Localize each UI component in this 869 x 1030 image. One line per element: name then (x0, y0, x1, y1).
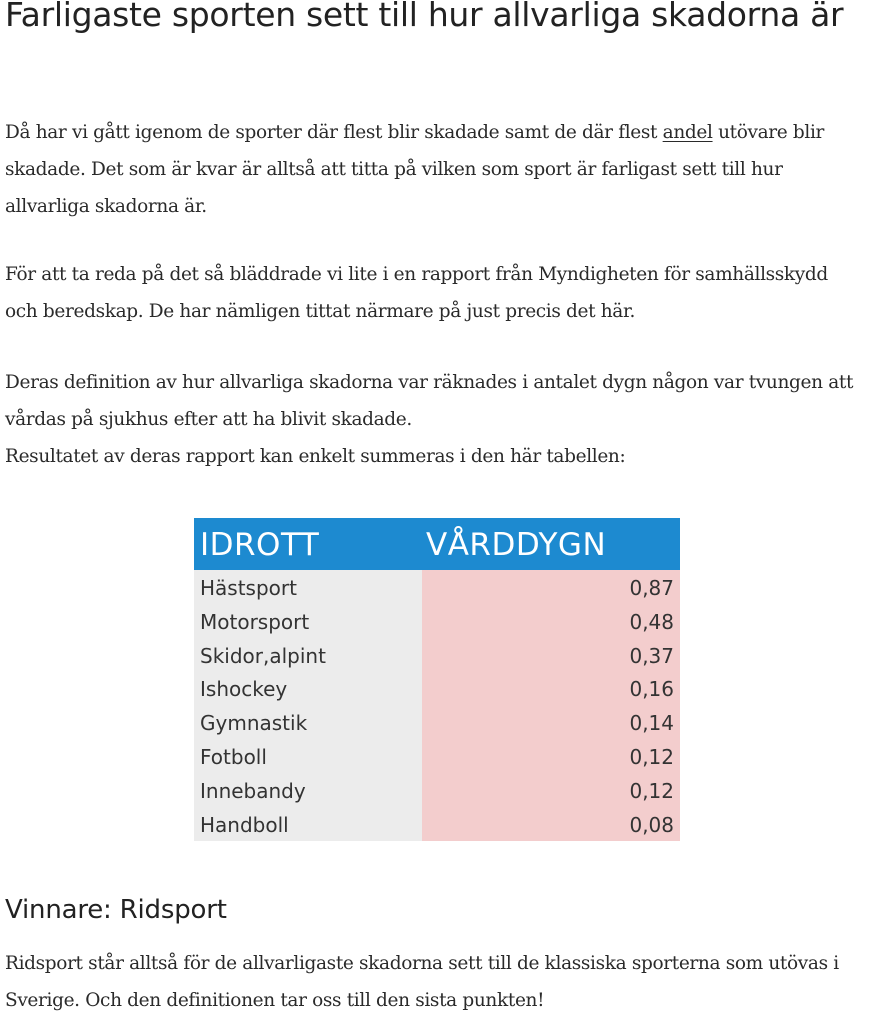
table-row (194, 606, 680, 640)
sport-cell: Hästsport (200, 576, 297, 600)
column-header-care-days: VÅRDDYGN (426, 527, 607, 563)
winner-heading: Vinnare: Ridsport (5, 895, 227, 925)
table-row (194, 741, 680, 775)
injury-severity-table (194, 518, 680, 841)
care-days-cell: 0,16 (629, 677, 674, 702)
care-days-cell: 0,12 (629, 778, 674, 803)
sport-cell: Gymnastik (200, 711, 308, 736)
table-row (194, 775, 680, 809)
sport-cell: Skidor,alpint (200, 643, 326, 668)
table-row (194, 707, 680, 741)
table-row (194, 809, 680, 843)
table-row (194, 640, 680, 674)
intro-text-end: utövare blir skadade. Det som är kvar är alltså att titta på vilken som sport är farligast sett till hur allvarliga skadorna är. (5, 122, 825, 217)
care-days-cell: 0,48 (629, 609, 674, 634)
care-days-cell: 0,08 (629, 812, 674, 837)
article-title: Farligaste sporten sett till hur allvarliga skadorna är (5, 0, 844, 34)
care-days-cell: 0,37 (629, 643, 674, 668)
column-header-sport: IDROTT (200, 527, 320, 563)
sport-cell: Motorsport (200, 609, 310, 634)
sport-cell: Innebandy (200, 778, 306, 803)
intro-paragraph (5, 114, 860, 225)
intro-text-start: Då har vi gått igenom de sporter där flest blir skadade samt de där flest (5, 122, 663, 143)
andel-link[interactable]: andel (662, 122, 713, 143)
definition-paragraph (5, 364, 860, 475)
table-row (194, 572, 680, 606)
sport-cell: Ishockey (200, 677, 288, 702)
definition-text: Deras definition av hur allvarliga skadorna var räknades i antalet dygn någon var tvungen att vårdas på sjukhus efter att ha blivit skadade. (5, 372, 854, 430)
table-body (194, 572, 680, 842)
care-days-cell: 0,12 (629, 744, 674, 769)
care-days-cell: 0,87 (629, 576, 674, 600)
result-intro-text: Resultatet av deras rapport kan enkelt summeras i den här tabellen: (5, 446, 626, 467)
table-header (194, 518, 680, 570)
sport-cell: Fotboll (200, 744, 267, 769)
sport-cell: Handboll (200, 812, 289, 837)
research-paragraph: För att ta reda på det så bläddrade vi lite i en rapport från Myndigheten för samhällsskydd och beredskap. De har nämligen tittat närmare på just precis det här. (5, 264, 828, 322)
care-days-cell: 0,14 (629, 711, 674, 736)
conclusion-paragraph: Ridsport står alltså för de allvarligaste skadorna sett till de klassiska sporterna som utövas i Sverige. Och den definitionen tar oss till den sista punkten! (5, 953, 839, 1011)
table-row (194, 673, 680, 707)
